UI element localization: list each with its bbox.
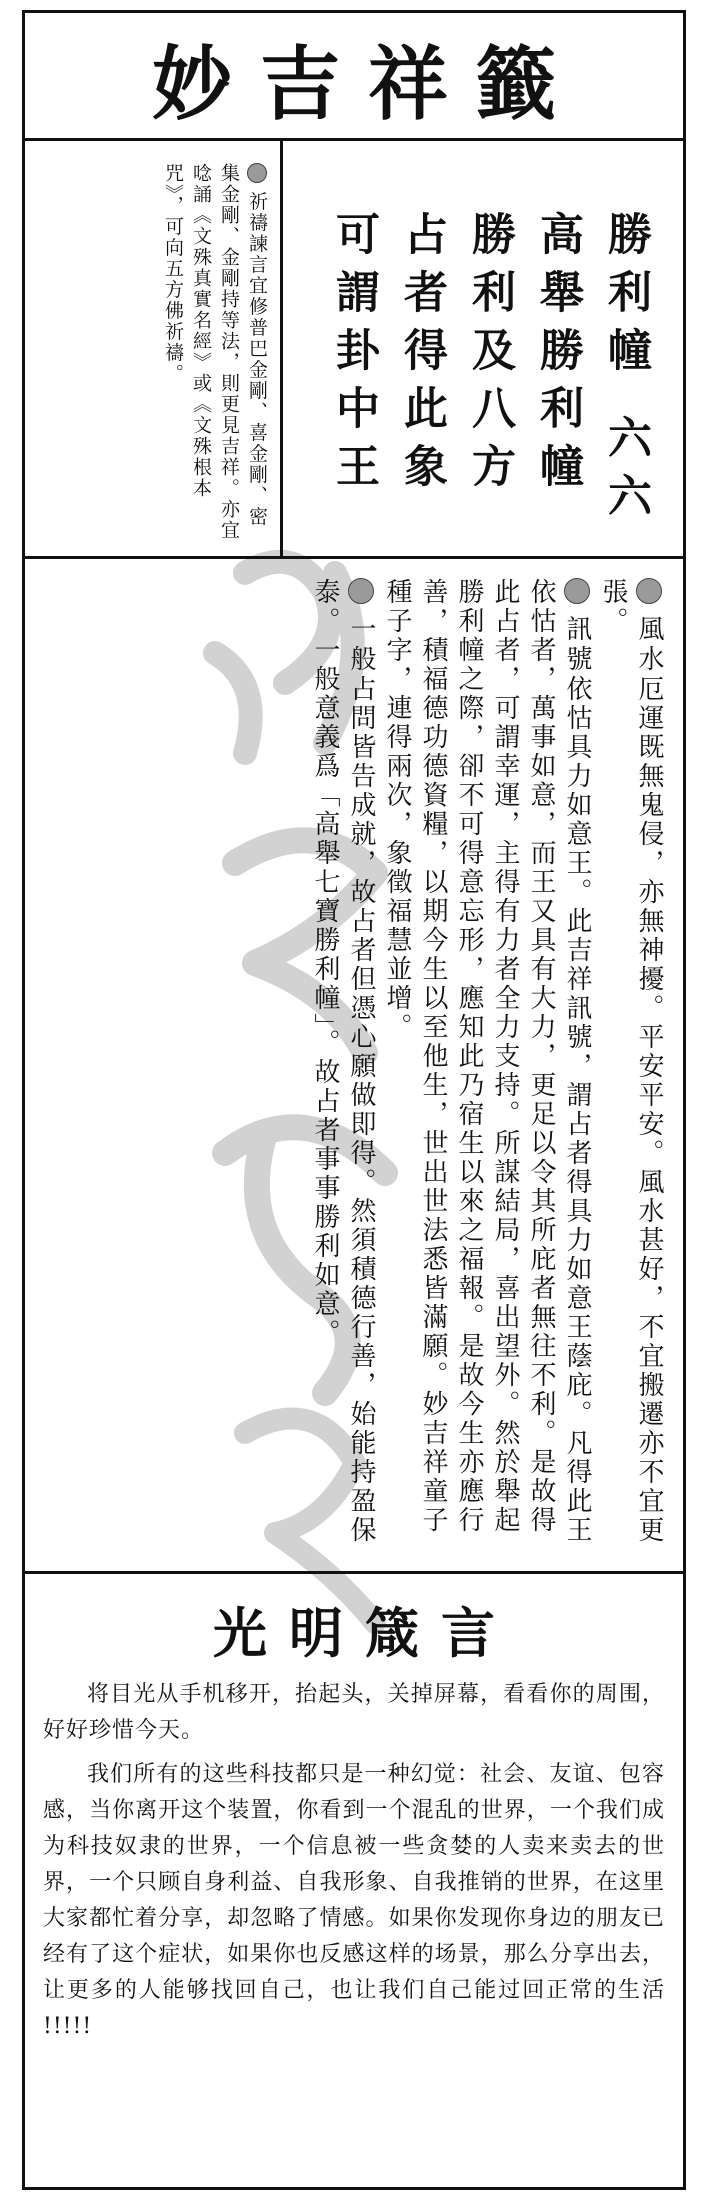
slogan-paragraph-2: 我们所有的这些科技都只是一种幻觉：社会、友谊、包容感，当你离开这个装置，你看到一个混乱的世界，一个我们成为科技奴隶的世界，一个信息被一些贪婪的人卖来卖去的世界，一个只顾自身利益、自我形象、自我推销的世界，在这里大家都忙着分享，却忽略了情感。如果你发现你身边的朋友已经有了这个症状，如果你也反感这样的场景，那么分享出去，让更多的人能够找回自己，也让我们自己能过回正常的生活 !!!!! xyxy=(43,1762,665,2039)
poem-name: 勝利幢 六六 xyxy=(600,211,651,531)
page-title: 妙吉祥籤 xyxy=(152,36,584,131)
divider-title xyxy=(25,138,683,141)
bullet-icon xyxy=(636,578,662,604)
prayer-text: 宜修普巴金剛、喜金剛、密集金剛、金剛持等法，則更見吉祥。亦宜唸誦《文殊真實名經》或《文殊根本咒》，可向五方佛祈禱。 xyxy=(162,163,268,541)
prayer-heading: 祈禱諫言 xyxy=(246,191,268,276)
poem-line-4: 可謂卦中王 xyxy=(328,211,379,501)
section-text-fengshui: 厄運既無鬼侵，亦無神擾。平安平安。風水甚好，不宜搬遷亦不宜更張。 xyxy=(598,578,664,1546)
section-general xyxy=(310,578,376,1545)
section-fengshui xyxy=(598,578,664,1545)
bullet-icon xyxy=(348,578,374,604)
poem-line-3: 占者得此象 xyxy=(396,211,447,501)
poem-line-1: 高舉勝利幢 xyxy=(532,211,583,501)
section-text-general: 占問皆告成就，故占者但憑心願做即得。然須積德行善，始能持盈保泰。一般意義爲「高舉七寶勝利幢」。故占者事事勝利如意。 xyxy=(310,578,376,1546)
poem-line-2: 勝利及八方 xyxy=(464,211,515,501)
slogan-paragraph-1: 将目光从手机移开，抬起头，关掉屏幕，看看你的周围，好好珍惜今天。 xyxy=(43,1682,665,1743)
prayer-block xyxy=(61,163,271,543)
divider-bottom xyxy=(25,1571,683,1574)
section-signal xyxy=(382,578,592,1545)
page-frame xyxy=(22,10,686,2190)
poem-block xyxy=(313,211,659,547)
fortune-body xyxy=(39,578,667,1558)
bullet-icon xyxy=(564,578,590,604)
slogan-text xyxy=(43,1677,665,2053)
divider-middle xyxy=(25,556,683,559)
divider-vertical xyxy=(280,141,283,559)
section-label-fengshui: 風水 xyxy=(634,615,664,676)
slogan-title: 光明箴言 xyxy=(213,1601,517,1665)
bullet-icon xyxy=(247,163,267,183)
section-text-signal: 依怙具力如意王。此吉祥訊號，謂占者得具力如意王蔭庇。凡得此王依怙者，萬事如意，而王又具有大力，更足以令其所庇者無往不利。是故得此占者，可謂幸運，主得有力者全力支持。所謀結局，喜出望外。然於舉起勝利幢之際，卻不可得意忘形，應知此乃宿生以來之福報。是故今生亦應行善，積福德功德資糧，以期今生以至他生，世出世法悉皆滿願。妙吉祥童子種子字，連得兩次，象徵福慧並增。 xyxy=(382,578,592,1546)
section-label-general: 一般 xyxy=(346,615,376,676)
section-label-signal: 訊號 xyxy=(562,615,592,676)
